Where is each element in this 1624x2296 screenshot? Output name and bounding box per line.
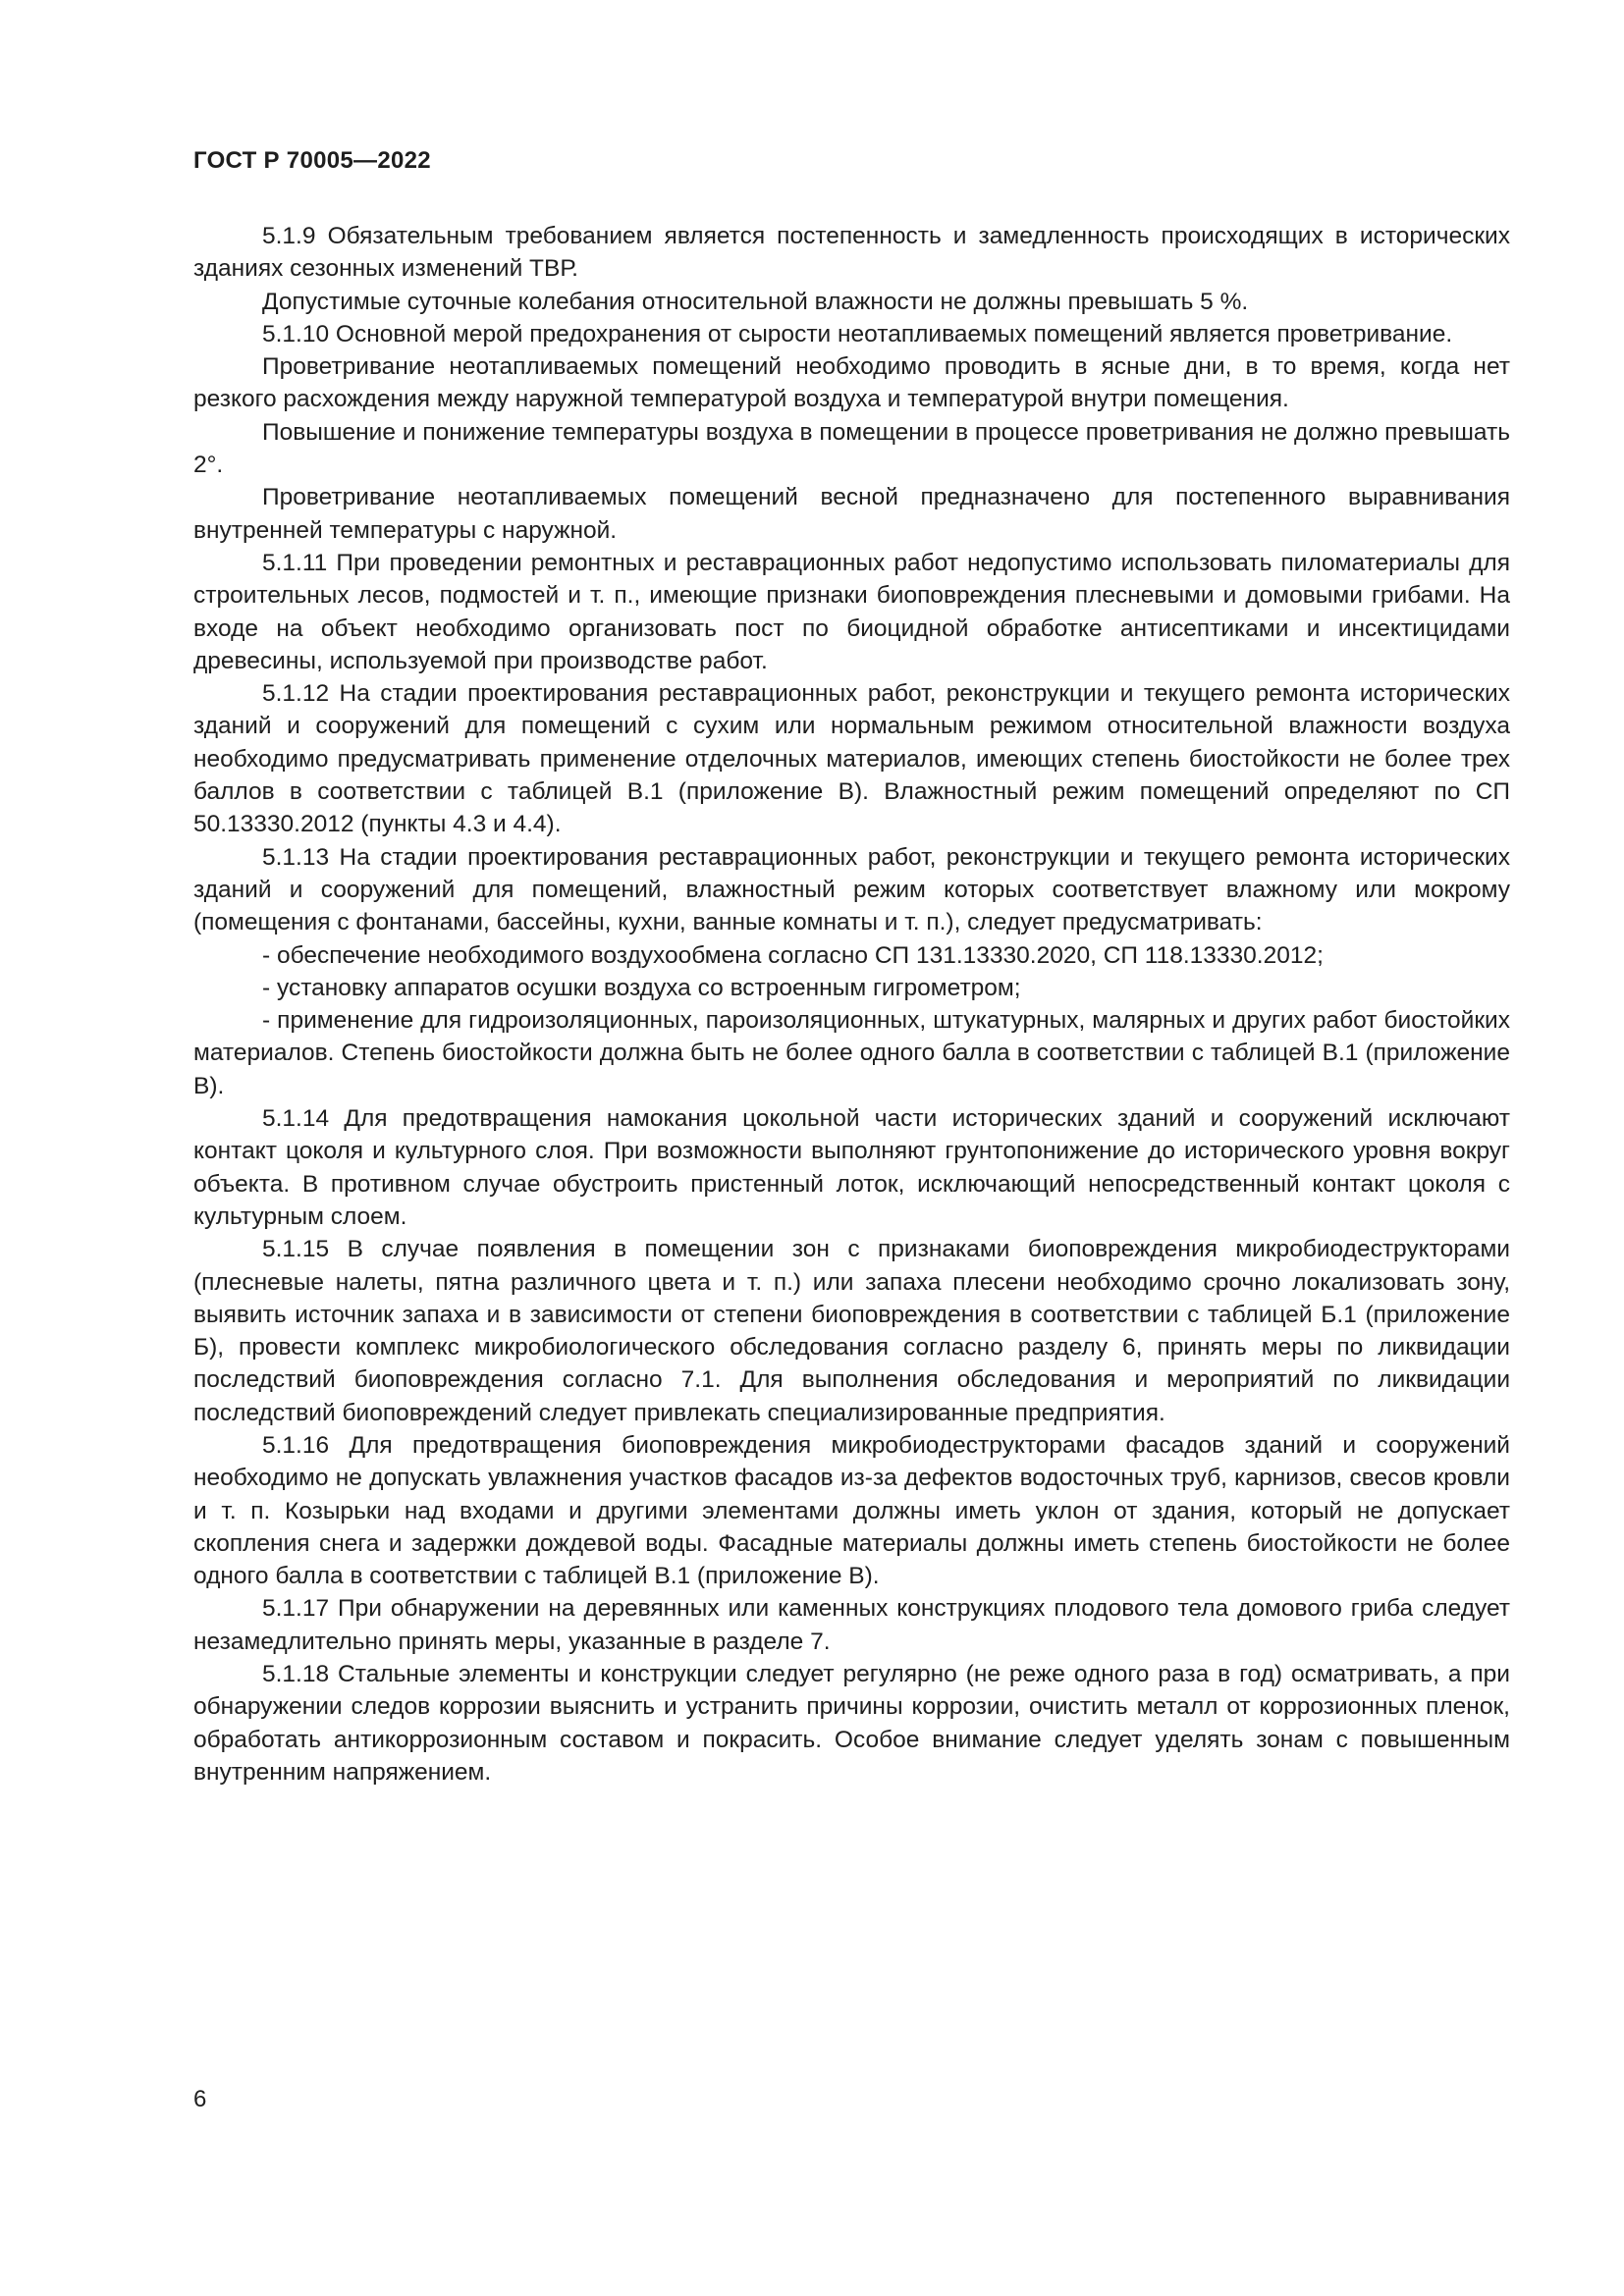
paragraph-5-1-12: 5.1.12 На стадии проектирования реставрационных работ, реконструкции и текущего ремонта исторических зданий и сооружений для помещений с сухим или нормальным режимом относительной влажности воздуха необходимо предусматривать применение отделочных материалов, имеющих степень биостойкости не более трех баллов в соответствии с таблицей В.1 (приложение В). Влажностный режим помещений определяют по СП 50.13330.2012 (пункты 4.3 и 4.4). bbox=[193, 680, 1510, 838]
document-body bbox=[193, 220, 1510, 1789]
paragraph: Проветривание неотапливаемых помещений весной предназначено для постепенного выравнивания внутренней температуры с наружной. bbox=[193, 484, 1510, 544]
paragraph-5-1-16: 5.1.16 Для предотвращения биоповреждения микробиодеструкторами фасадов зданий и сооружений необходимо не допускать увлажнения участков фасадов из-за дефектов водосточных труб, карнизов, свесов кровли и т. п. Козырьки над входами и другими элементами должны иметь уклон от здания, который не допускает скопления снега и задержки дождевой воды. Фасадные материалы должны иметь степень биостойкости не более одного балла в соответствии с таблицей В.1 (приложение В). bbox=[193, 1431, 1510, 1590]
paragraph: Повышение и понижение температуры воздуха в помещении в процессе проветривания не должно превышать 2°. bbox=[193, 418, 1510, 479]
paragraph-5-1-9: 5.1.9 Обязательным требованием является постепенность и замедленность происходящих в исторических зданиях сезонных изменений ТВР. bbox=[193, 223, 1510, 283]
paragraph-5-1-14: 5.1.14 Для предотвращения намокания цокольной части исторических зданий и сооружений исключают контакт цоколя и культурного слоя. При возможности выполняют грунтопонижение до исторического уровня вокруг объекта. В противном случае обустроить пристенный лоток, исключающий непосредственный контакт цоколя с культурным слоем. bbox=[193, 1105, 1510, 1230]
paragraph-5-1-10: 5.1.10 Основной мерой предохранения от сырости неотапливаемых помещений является проветривание. bbox=[262, 320, 1453, 347]
paragraph-5-1-17: 5.1.17 При обнаружении на деревянных или каменных конструкциях плодового тела домового гриба следует незамедлительно принять меры, указанные в разделе 7. bbox=[193, 1595, 1510, 1655]
paragraph: Допустимые суточные колебания относительной влажности не должны превышать 5 %. bbox=[262, 288, 1249, 315]
list-item: - установку аппаратов осушки воздуха со встроенным гигрометром; bbox=[262, 974, 1021, 1001]
paragraph-5-1-18: 5.1.18 Стальные элементы и конструкции следует регулярно (не реже одного раза в год) осматривать, а при обнаружении следов коррозии выяснить и устранить причины коррозии, очистить металл от коррозионных пленок, обработать антикоррозионным составом и покрасить. Особое внимание следует уделять зонам с повышенным внутренним напряжением. bbox=[193, 1661, 1510, 1786]
paragraph: Проветривание неотапливаемых помещений необходимо проводить в ясные дни, в то время, когда нет резкого расхождения между наружной температурой воздуха и температурой внутри помещения. bbox=[193, 353, 1510, 413]
list-item: - обеспечение необходимого воздухообмена согласно СП 131.13330.2020, СП 118.13330.2012; bbox=[262, 941, 1324, 969]
page-number: 6 bbox=[193, 2086, 207, 2112]
document-header: ГОСТ Р 70005—2022 bbox=[193, 147, 431, 174]
paragraph-5-1-15: 5.1.15 В случае появления в помещении зон с признаками биоповреждения микробиодеструкторами (плесневые налеты, пятна различного цвета и т. п.) или запаха плесени необходимо срочно локализовать зону, выявить источник запаха и в зависимости от степени биоповреждения в соответствии с таблицей Б.1 (приложение Б), провести комплекс микробиологического обследования согласно разделу 6, принять меры по ликвидации последствий биоповреждения согласно 7.1. Для выполнения обследования и мероприятий по ликвидации последствий биоповреждений следует привлекать специализированные предприятия. bbox=[193, 1236, 1510, 1426]
list-item: - применение для гидроизоляционных, пароизоляционных, штукатурных, малярных и других работ биостойких материалов. Степень биостойкости должна быть не более одного балла в соответствии с таблицей В.1 (приложение В). bbox=[193, 1007, 1510, 1099]
paragraph-5-1-11: 5.1.11 При проведении ремонтных и реставрационных работ недопустимо использовать пиломатериалы для строительных лесов, подмостей и т. п., имеющие признаки биоповреждения плесневыми и домовыми грибами. На входе на объект необходимо организовать пост по биоцидной обработке антисептиками и инсектицидами древесины, используемой при производстве работ. bbox=[193, 549, 1510, 674]
paragraph-5-1-13: 5.1.13 На стадии проектирования реставрационных работ, реконструкции и текущего ремонта исторических зданий и сооружений для помещений, влажностный режим которых соответствует влажному или мокрому (помещения с фонтанами, бассейны, кухни, ванные комнаты и т. п.), следует предусматривать: bbox=[193, 843, 1510, 936]
